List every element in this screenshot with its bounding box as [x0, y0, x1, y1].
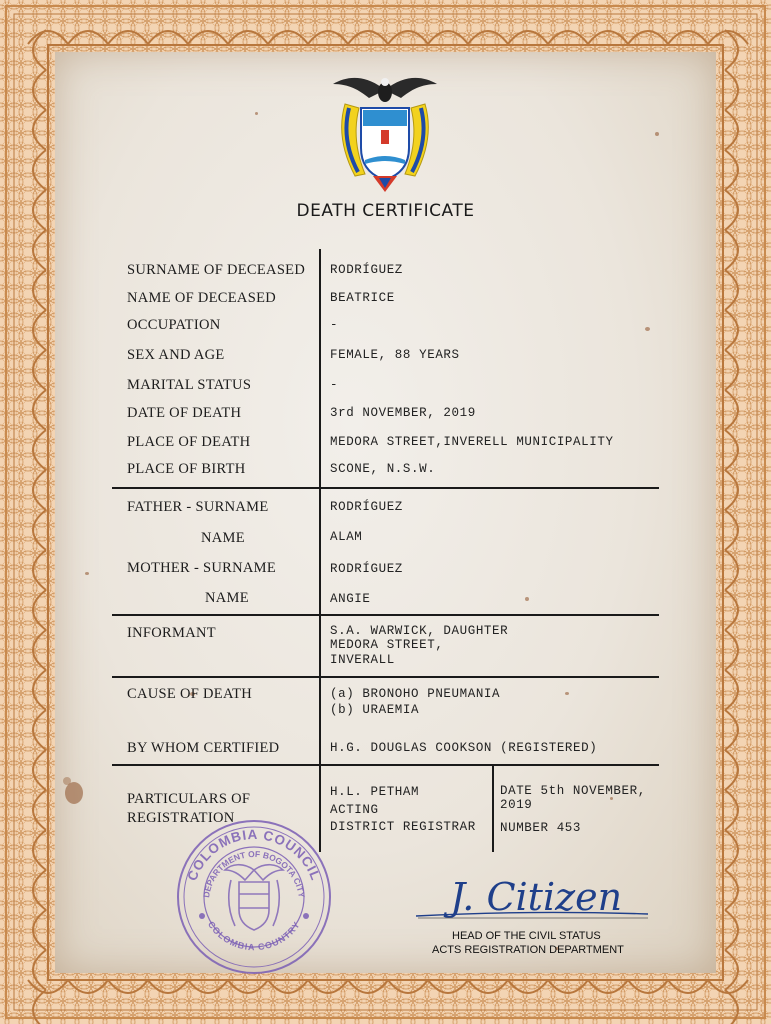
section-divider — [112, 676, 659, 678]
sex-age-label: SEX AND AGE — [127, 347, 225, 363]
certified-by-label: BY WHOM CERTIFIED — [127, 740, 280, 756]
official-stamp — [173, 818, 335, 976]
marital-status-label: MARITAL STATUS — [127, 377, 252, 393]
stamp-inner-text: DEPARTMENT OF BOGOTA CITY — [201, 848, 307, 899]
registrar-line: ACTING — [330, 803, 379, 817]
registration-label: PARTICULARS OF — [127, 791, 251, 807]
informant-line: INVERALL — [330, 653, 395, 667]
registrar-line: H.L. PETHAM — [330, 785, 420, 799]
father-name-value: ALAM — [330, 530, 363, 544]
father-surname-value: RODRÍGUEZ — [330, 500, 403, 514]
informant-label: INFORMANT — [127, 625, 216, 641]
occupation-label: OCCUPATION — [127, 317, 221, 333]
marital-status-value: - — [330, 378, 339, 392]
occupation-value: - — [330, 318, 339, 332]
certificate-title: DEATH CERTIFICATE — [296, 201, 475, 221]
cause-of-death-label: CAUSE OF DEATH — [127, 686, 253, 702]
coat-of-arms-emblem — [325, 68, 445, 196]
section-divider — [112, 614, 659, 616]
stamp-top-text: COLOMBIA COUNCIL — [184, 826, 324, 883]
date-of-death-value: 3rd NOVEMBER, 2019 — [330, 406, 476, 420]
signature-title-line: ACTS REGISTRATION DEPARTMENT — [432, 944, 624, 956]
place-of-birth-label: PLACE OF BIRTH — [127, 461, 246, 477]
mother-surname-label: MOTHER - SURNAME — [127, 560, 276, 576]
sex-age-value: FEMALE, 88 YEARS — [330, 348, 460, 362]
informant-line: MEDORA STREET, — [330, 638, 444, 652]
surname-label: SURNAME OF DECEASED — [127, 262, 306, 278]
place-of-birth-value: SCONE, N.S.W. — [330, 462, 436, 476]
signature-script: J. Citizen — [450, 875, 623, 919]
date-of-death-label: DATE OF DEATH — [127, 405, 242, 421]
informant-line: S.A. WARWICK, DAUGHTER — [330, 624, 509, 638]
father-surname-label: FATHER - SURNAME — [127, 499, 269, 515]
registration-date: 2019 — [500, 798, 533, 812]
cause-line: (a) BRONOHO PNEUMANIA — [330, 687, 501, 701]
father-name-label: NAME — [201, 530, 245, 546]
section-divider — [112, 487, 659, 489]
name-value: BEATRICE — [330, 291, 395, 305]
name-label: NAME OF DECEASED — [127, 290, 276, 306]
mother-name-label: NAME — [205, 590, 249, 606]
certified-by-value: H.G. DOUGLAS COOKSON (REGISTERED) — [330, 741, 598, 755]
svg-text:DEPARTMENT OF BOGOTA CITY — [201, 849, 307, 899]
stamp-bottom-text: COLOMBIA COUNTRY — [205, 919, 303, 953]
registration-number: NUMBER 453 — [500, 821, 582, 835]
surname-value: RODRÍGUEZ — [330, 263, 403, 277]
section-divider — [112, 764, 659, 766]
signature — [408, 870, 656, 932]
column-divider — [492, 764, 494, 852]
mother-name-value: ANGIE — [330, 592, 371, 606]
cause-line: (b) URAEMIA — [330, 703, 420, 717]
registration-label: REGISTRATION — [127, 810, 235, 826]
place-of-death-value: MEDORA STREET,INVERELL MUNICIPALITY — [330, 435, 614, 449]
registration-date: DATE 5th NOVEMBER, — [500, 784, 646, 798]
mother-surname-value: RODRÍGUEZ — [330, 562, 403, 576]
signature-title-line: HEAD OF THE CIVIL STATUS — [452, 930, 601, 942]
column-divider — [319, 249, 321, 852]
registrar-line: DISTRICT REGISTRAR — [330, 820, 476, 834]
place-of-death-label: PLACE OF DEATH — [127, 434, 251, 450]
svg-text:COLOMBIA COUNTRY — [206, 919, 302, 952]
